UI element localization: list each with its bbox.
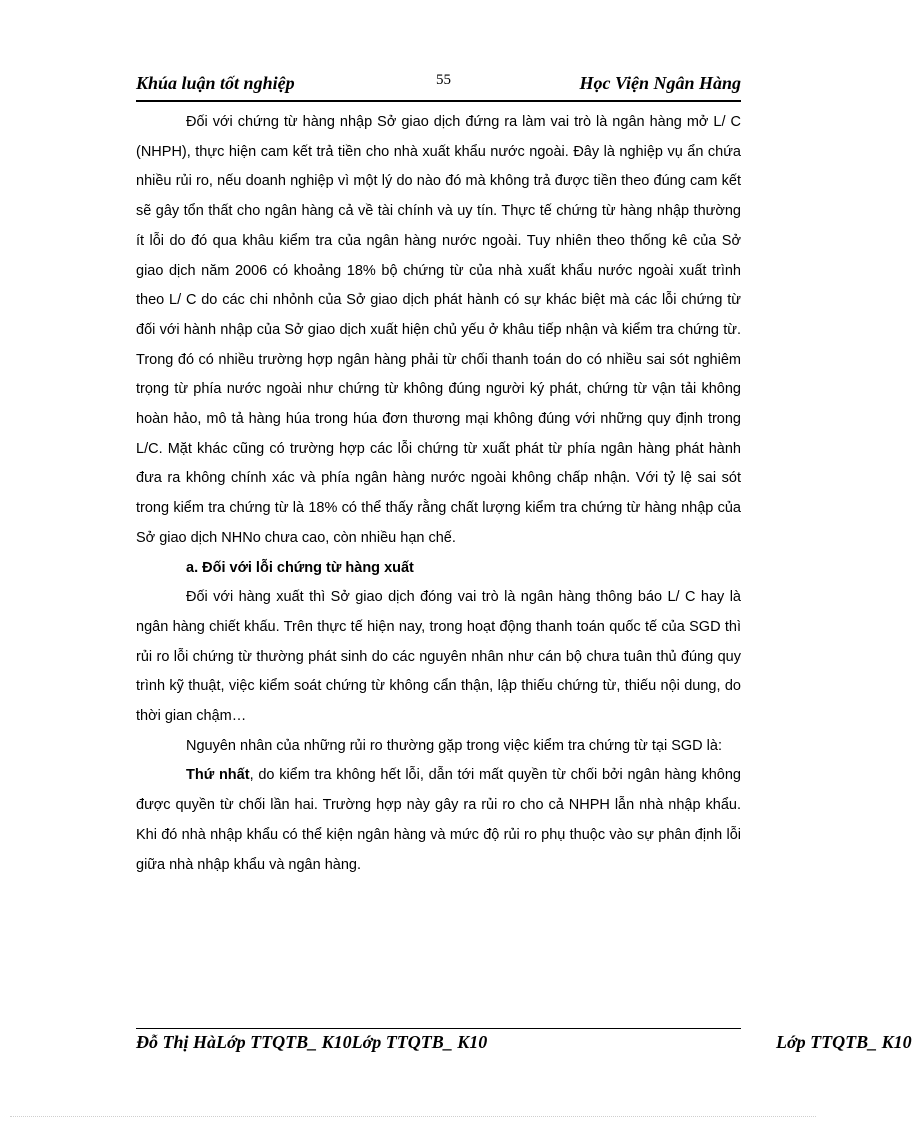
paragraph-first-cause: [136, 761, 741, 880]
paragraph-export-documents: Đối với hàng xuất thì Sở giao dịch đóng vai trò là ngân hàng thông báo L/ C hay là ngân hàng chiết khấu. Trên thực tế hiện nay, trong hoạt động thanh toán quốc tế của SGD thì rủi ro lỗi chứng từ thường phát sinh do các nguyên nhân như cán bộ chưa tuân thủ đúng quy trình kỹ thuật, việc kiểm soát chứng từ không cẩn thận, lập thiếu chứng từ, thiếu nội dung, do thời gian chậm…: [136, 589, 741, 725]
footer-rule: [136, 1028, 741, 1029]
page-footer: [136, 1032, 912, 1058]
first-cause-text: , do kiểm tra không hết lỗi, dẫn tới mất quyền từ chối bởi ngân hàng không được quyền từ chối lần hai. Trường hợp này gây ra rủi ro cho cả NHPH lẫn nhà nhập khẩu. Khi đó nhà nhập khẩu có thể kiện ngân hàng và mức độ rủi ro phụ thuộc vào sự phân định lỗi giữa nhà nhập khẩu và ngân hàng.: [136, 767, 741, 873]
page-bottom-dots: [10, 1116, 816, 1117]
header-institution: Học Viện Ngân Hàng: [579, 73, 741, 93]
section-heading-a: a. Đối với lỗi chứng từ hàng xuất: [186, 559, 414, 576]
page-header: [136, 70, 741, 102]
footer-class: Lớp TTQTB_ K10: [776, 1032, 912, 1052]
first-cause-lead: Thứ nhất: [186, 767, 250, 784]
page-number: 55: [436, 72, 451, 88]
paragraph-import-documents: Đối với chứng từ hàng nhập Sở giao dịch đứng ra làm vai trò là ngân hàng mở L/ C (NHPH), thực hiện cam kết trả tiền cho nhà xuất khẩu nước ngoài. Đây là nghiệp vụ ẩn chứa nhiều rủi ro, nếu doanh nghiệp vì một lý do nào đó mà không trả được tiền theo đúng cam kết sẽ gây tổn thất cho ngân hàng cả về tài chính và uy tín. Thực tế chứng từ hàng nhập thường ít lỗi do đó qua khâu kiểm tra của ngân hàng nước ngoài. Tuy nhiên theo thống kê của Sở giao dịch năm 2006 có khoảng 18% bộ chứng từ của nhà xuất khẩu nước ngoài xuất trình theo L/ C do các chi nhỏnh của Sở giao dịch phát hành có sự khác biệt mà các lỗi chứng từ đối với hành nhập của Sở giao dịch xuất hiện chủ yếu ở khâu tiếp nhận và kiểm tra chứng từ. Trong đó có nhiều trường hợp ngân hàng phải từ chối thanh toán do có nhiều sai sót nghiêm trọng từ phía nước ngoài như chứng từ không đúng người ký phát, chứng từ vận tải không hoàn hảo, mô tả hàng húa trong húa đơn thương mại không đúng với những quy định trong L/C. Mặt khác cũng có trường hợp các lỗi chứng từ xuất phát từ phía ngân hàng phát hành đưa ra không chính xác và phía ngân hàng nước ngoài không chấp nhận. Với tỷ lệ sai sót trong kiểm tra chứng từ là 18% có thể thấy rằng chất lượng kiểm tra chứng từ hàng nhập của Sở giao dịch NHNo chưa cao, còn nhiều hạn chế.: [136, 114, 741, 546]
header-thesis-title: Khúa luận tốt nghiệp: [136, 73, 295, 93]
footer-author-class: Đỗ Thị HàLớp TTQTB_ K10Lớp TTQTB_ K10: [136, 1032, 488, 1052]
paragraph-causes-intro: Nguyên nhân của những rủi ro thường gặp trong việc kiểm tra chứng từ tại SGD là:: [186, 737, 722, 754]
page-body: [136, 108, 741, 880]
